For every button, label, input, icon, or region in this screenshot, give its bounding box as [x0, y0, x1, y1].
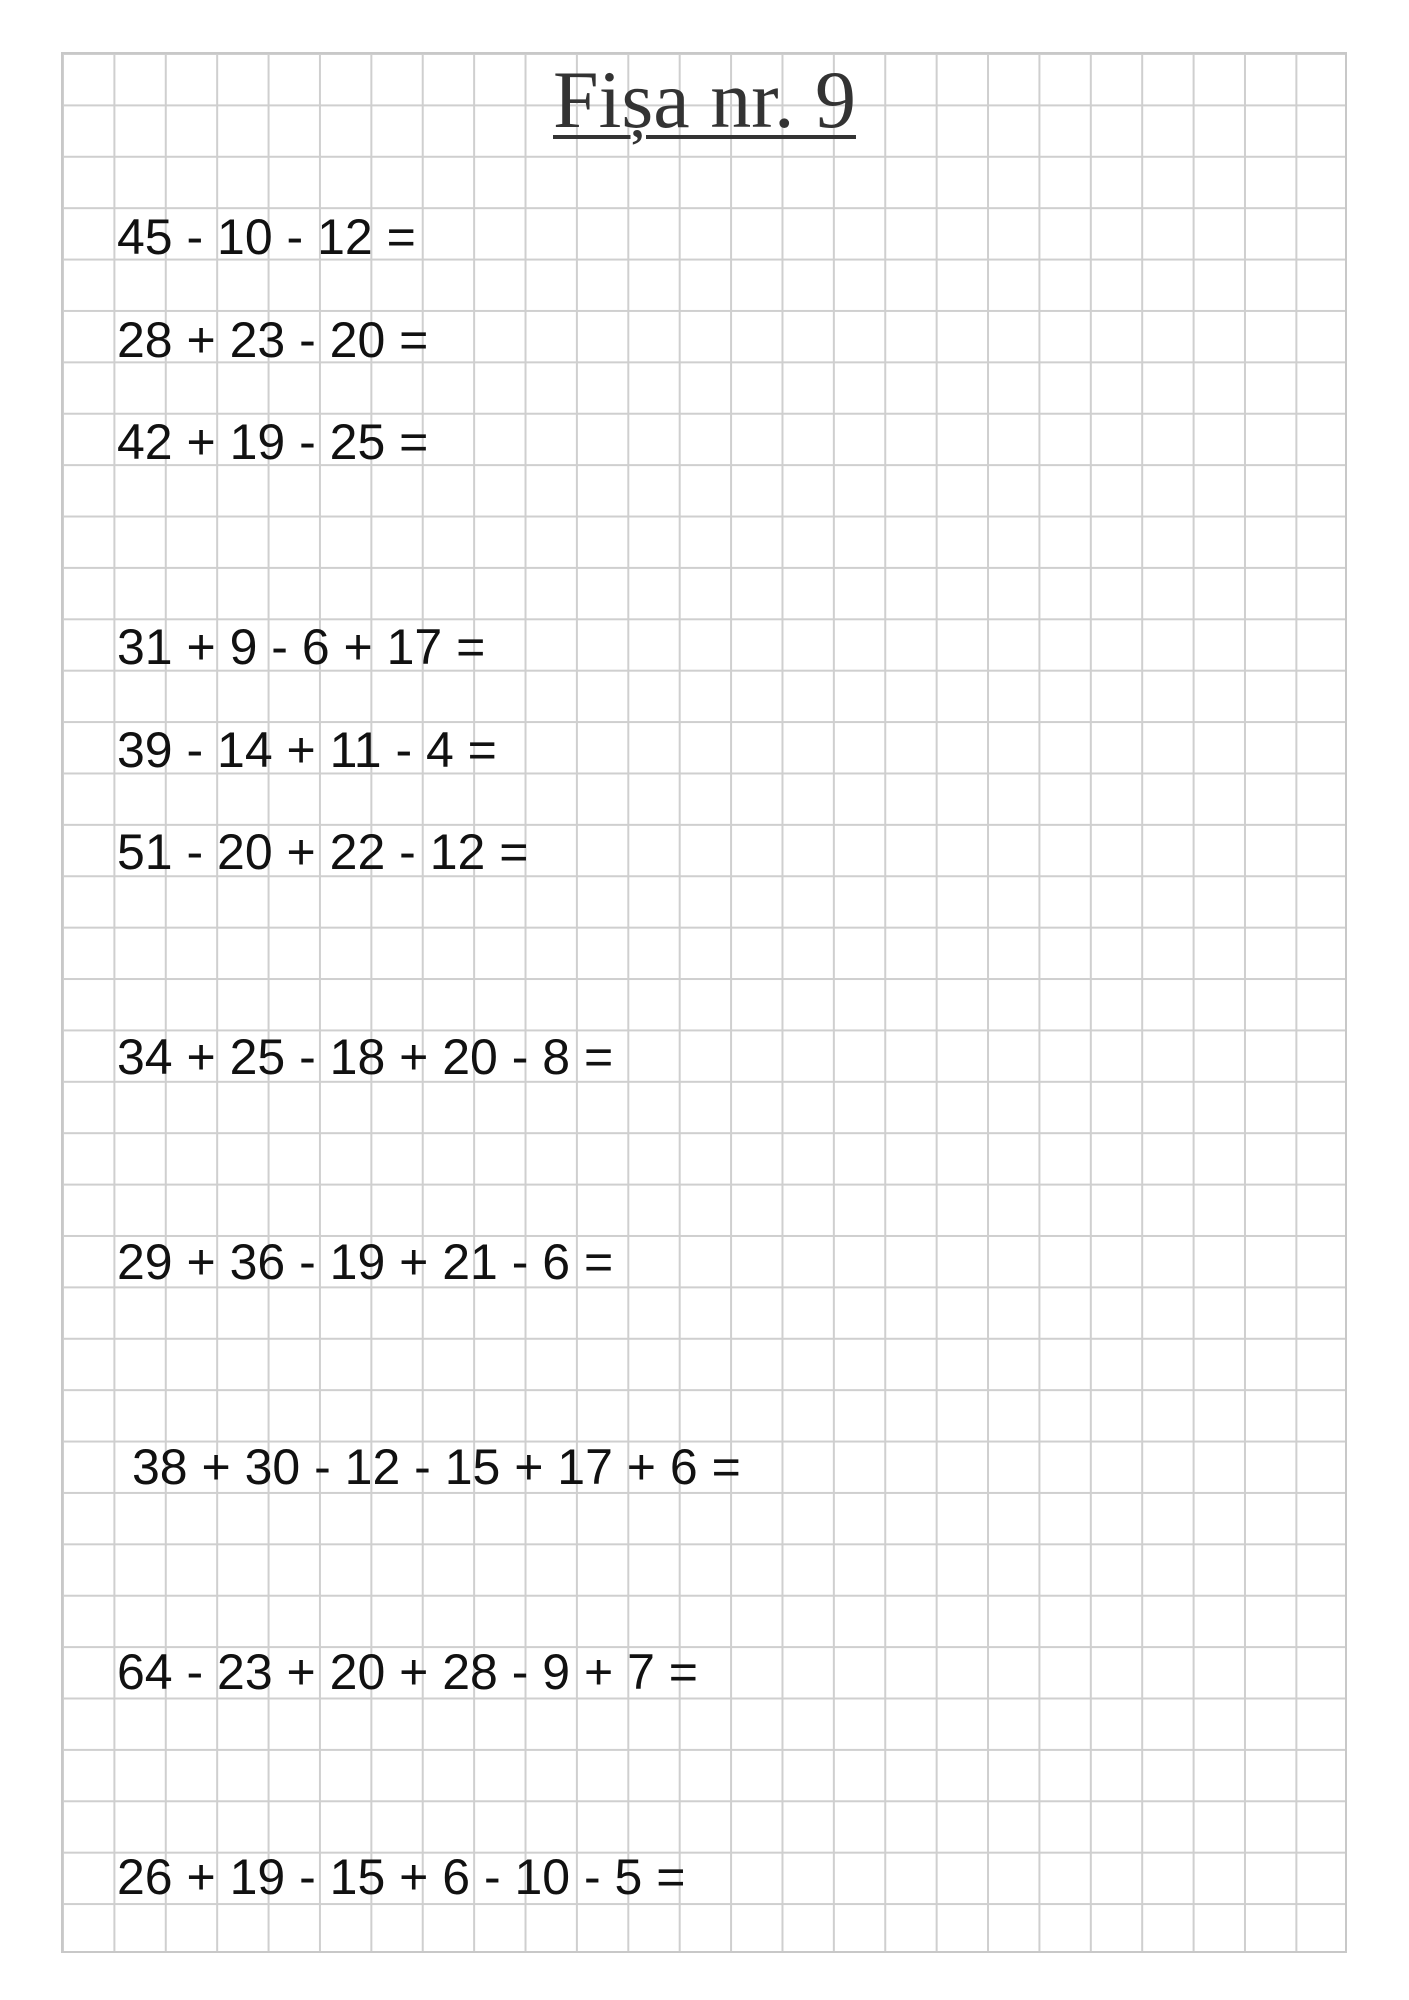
exercise-11: 26 + 19 - 15 + 6 - 10 - 5 =: [117, 1849, 686, 1905]
exercise-5: 39 - 14 + 11 - 4 =: [117, 722, 497, 778]
worksheet-title: Fișa nr. 9: [553, 54, 856, 145]
exercise-1: 45 - 10 - 12 =: [117, 209, 416, 265]
exercise-4: 31 + 9 - 6 + 17 =: [117, 619, 486, 675]
exercise-10: 64 - 23 + 20 + 28 - 9 + 7 =: [117, 1644, 698, 1700]
exercise-6: 51 - 20 + 22 - 12 =: [117, 824, 529, 880]
exercise-7: 34 + 25 - 18 + 20 - 8 =: [117, 1029, 614, 1085]
exercise-3: 42 + 19 - 25 =: [117, 414, 429, 470]
exercise-8: 29 + 36 - 19 + 21 - 6 =: [117, 1234, 614, 1290]
exercise-2: 28 + 23 - 20 =: [117, 312, 429, 368]
exercise-9: 38 + 30 - 12 - 15 + 17 + 6 =: [132, 1439, 741, 1495]
